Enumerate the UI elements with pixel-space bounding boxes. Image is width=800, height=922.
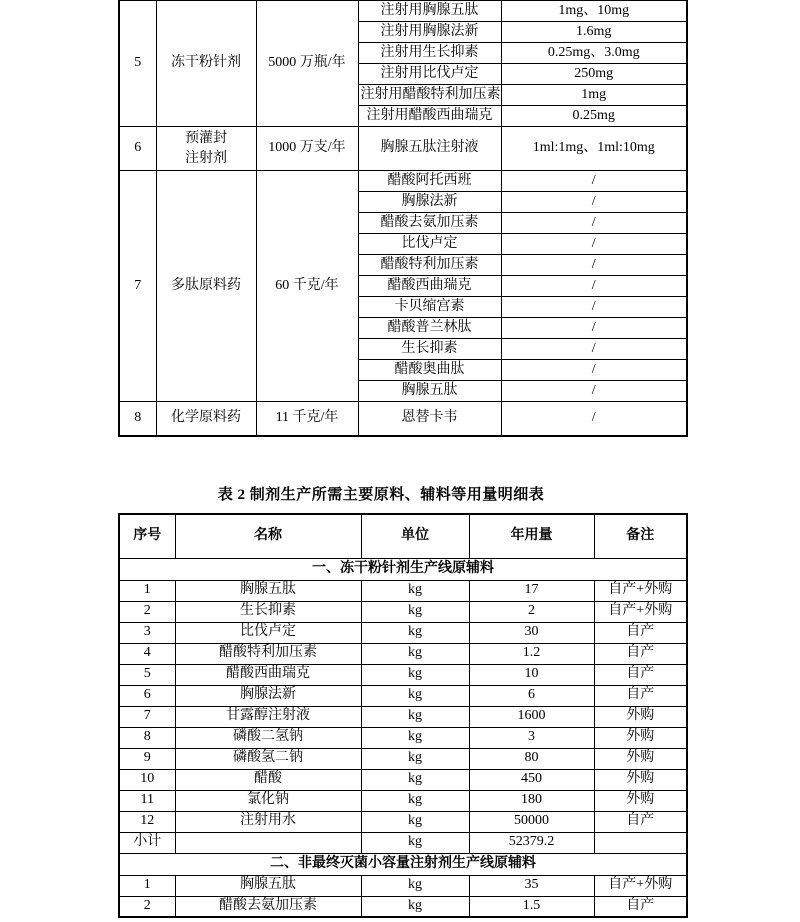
dosage-form-line: 注射剂: [185, 150, 227, 166]
row-remark: 外购: [594, 748, 687, 769]
row-name: 磷酸氢二钠: [175, 748, 361, 769]
row-annual: 1.2: [469, 643, 594, 664]
table-row: [119, 1, 687, 22]
row-annual: 3: [469, 727, 594, 748]
row-seq: 3: [119, 622, 175, 643]
table-row: [119, 727, 687, 748]
production-scale-table: [118, 0, 688, 437]
row-annual: 30: [469, 622, 594, 643]
section-header-row: [119, 558, 687, 580]
product-cell: 卡贝缩宫素: [358, 297, 501, 318]
row-seq: 4: [119, 643, 175, 664]
row-name: 注射用水: [175, 811, 361, 832]
subtotal-row: [119, 832, 687, 853]
spec-cell: /: [501, 339, 687, 360]
column-header-name: 名称: [175, 514, 361, 558]
spec-cell: /: [501, 360, 687, 381]
table-row: [119, 643, 687, 664]
row-name: 磷酸二氢钠: [175, 727, 361, 748]
product-cell: 注射用醋酸西曲瑞克: [358, 106, 501, 127]
product-cell: 恩替卡韦: [358, 402, 501, 436]
row-unit: kg: [361, 622, 469, 643]
product-cell: 注射用胸腺法新: [358, 22, 501, 43]
row-seq: 小计: [119, 832, 175, 853]
seq-cell: 6: [119, 127, 156, 171]
table-row: [119, 811, 687, 832]
table-row: [119, 748, 687, 769]
spec-cell: 1mg: [501, 85, 687, 106]
table-row: [119, 790, 687, 811]
row-name: [175, 832, 361, 853]
product-cell: 醋酸阿托西班: [358, 171, 501, 192]
dosage-form-cell: 冻干粉针剂: [156, 1, 256, 127]
table-row: [119, 171, 687, 192]
row-remark: 自产+外购: [594, 580, 687, 601]
row-unit: kg: [361, 664, 469, 685]
row-annual: 1600: [469, 706, 594, 727]
table-row: [119, 664, 687, 685]
seq-cell: 5: [119, 1, 156, 127]
row-name: 胸腺五肽: [175, 580, 361, 601]
spec-cell: /: [501, 402, 687, 436]
row-remark: 自产+外购: [594, 601, 687, 622]
product-cell: 醋酸特利加压素: [358, 255, 501, 276]
row-remark: 自产: [594, 664, 687, 685]
table-header-row: [119, 514, 687, 558]
row-remark: 外购: [594, 769, 687, 790]
row-name: 甘露醇注射液: [175, 706, 361, 727]
product-cell: 胸腺法新: [358, 192, 501, 213]
row-remark: 自产: [594, 622, 687, 643]
product-cell: 比伐卢定: [358, 234, 501, 255]
row-name: 醋酸西曲瑞克: [175, 664, 361, 685]
table-row: [119, 402, 687, 436]
row-seq: 5: [119, 664, 175, 685]
row-unit: kg: [361, 706, 469, 727]
row-name: 胸腺五肽: [175, 875, 361, 896]
row-annual: 17: [469, 580, 594, 601]
dosage-form-cell: [156, 127, 256, 171]
dosage-form-line: 预灌封: [185, 130, 227, 146]
product-cell: 胸腺五肽: [358, 381, 501, 402]
row-remark: 自产+外购: [594, 875, 687, 896]
column-header-remark: 备注: [594, 514, 687, 558]
seq-cell: 7: [119, 171, 156, 402]
table-row: [119, 580, 687, 601]
capacity-cell: 5000 万瓶/年: [256, 1, 358, 127]
section-header-row: [119, 853, 687, 875]
row-remark: 自产: [594, 643, 687, 664]
row-remark: [594, 832, 687, 853]
row-annual: 1.5: [469, 896, 594, 917]
product-cell: 注射用生长抑素: [358, 43, 501, 64]
table2-title: 表 2 制剂生产所需主要原料、辅料等用量明细表: [217, 487, 545, 503]
row-name: 醋酸去氨加压素: [175, 896, 361, 917]
table-row: [119, 769, 687, 790]
spec-cell: 0.25mg、3.0mg: [501, 43, 687, 64]
capacity-cell: 1000 万支/年: [256, 127, 358, 171]
table-row: [119, 622, 687, 643]
row-seq: 2: [119, 601, 175, 622]
column-header-annual: 年用量: [469, 514, 594, 558]
capacity-cell: 11 千克/年: [256, 402, 358, 436]
section-header: 二、非最终灭菌小容量注射剂生产线原辅料: [119, 853, 687, 875]
row-unit: kg: [361, 790, 469, 811]
row-unit: kg: [361, 769, 469, 790]
product-cell: 醋酸去氨加压素: [358, 213, 501, 234]
row-name: 生长抑素: [175, 601, 361, 622]
table-row: [119, 875, 687, 896]
row-remark: 外购: [594, 727, 687, 748]
product-cell: 生长抑素: [358, 339, 501, 360]
spec-cell: /: [501, 318, 687, 339]
row-seq: 2: [119, 896, 175, 917]
row-annual: 50000: [469, 811, 594, 832]
spec-cell: 250mg: [501, 64, 687, 85]
row-seq: 1: [119, 875, 175, 896]
spec-cell: /: [501, 276, 687, 297]
table-row: [119, 601, 687, 622]
row-seq: 12: [119, 811, 175, 832]
product-cell: 醋酸西曲瑞克: [358, 276, 501, 297]
row-unit: kg: [361, 643, 469, 664]
row-remark: 自产: [594, 685, 687, 706]
section-header: 一、冻干粉针剂生产线原辅料: [119, 558, 687, 580]
spec-cell: /: [501, 381, 687, 402]
row-name: 醋酸: [175, 769, 361, 790]
row-unit: kg: [361, 811, 469, 832]
product-cell: 醋酸奥曲肽: [358, 360, 501, 381]
row-seq: 10: [119, 769, 175, 790]
table-row: [119, 127, 687, 171]
row-unit: kg: [361, 875, 469, 896]
row-remark: 外购: [594, 790, 687, 811]
row-annual: 10: [469, 664, 594, 685]
table-row: [119, 896, 687, 917]
spec-cell: 1.6mg: [501, 22, 687, 43]
column-header-unit: 单位: [361, 514, 469, 558]
row-annual: 6: [469, 685, 594, 706]
row-name: 醋酸特利加压素: [175, 643, 361, 664]
spec-cell: /: [501, 255, 687, 276]
row-seq: 6: [119, 685, 175, 706]
row-seq: 11: [119, 790, 175, 811]
row-name: 氯化钠: [175, 790, 361, 811]
row-seq: 7: [119, 706, 175, 727]
row-name: 胸腺法新: [175, 685, 361, 706]
row-annual: 52379.2: [469, 832, 594, 853]
spec-cell: 0.25mg: [501, 106, 687, 127]
table-row: [119, 706, 687, 727]
row-annual: 180: [469, 790, 594, 811]
row-remark: 自产: [594, 811, 687, 832]
row-unit: kg: [361, 748, 469, 769]
product-cell: 胸腺五肽注射液: [358, 127, 501, 171]
spec-cell: /: [501, 234, 687, 255]
capacity-cell: 60 千克/年: [256, 171, 358, 402]
row-annual: 80: [469, 748, 594, 769]
product-cell: 注射用醋酸特利加压素: [358, 85, 501, 106]
row-unit: kg: [361, 601, 469, 622]
column-header-seq: 序号: [119, 514, 175, 558]
spec-cell: 1ml:1mg、1ml:10mg: [501, 127, 687, 171]
row-unit: kg: [361, 896, 469, 917]
row-seq: 8: [119, 727, 175, 748]
row-remark: 外购: [594, 706, 687, 727]
spec-cell: /: [501, 297, 687, 318]
table-row: [119, 685, 687, 706]
product-cell: 注射用胸腺五肽: [358, 1, 501, 22]
row-seq: 1: [119, 580, 175, 601]
row-annual: 35: [469, 875, 594, 896]
row-unit: kg: [361, 580, 469, 601]
dosage-form-cell: 化学原料药: [156, 402, 256, 436]
seq-cell: 8: [119, 402, 156, 436]
materials-usage-table: [118, 513, 688, 918]
dosage-form-cell: 多肽原料药: [156, 171, 256, 402]
row-unit: kg: [361, 832, 469, 853]
product-cell: 醋酸普兰林肽: [358, 318, 501, 339]
row-unit: kg: [361, 727, 469, 748]
spec-cell: /: [501, 171, 687, 192]
row-seq: 9: [119, 748, 175, 769]
row-name: 比伐卢定: [175, 622, 361, 643]
row-annual: 450: [469, 769, 594, 790]
spec-cell: /: [501, 192, 687, 213]
spec-cell: 1mg、10mg: [501, 1, 687, 22]
row-unit: kg: [361, 685, 469, 706]
spec-cell: /: [501, 213, 687, 234]
product-cell: 注射用比伐卢定: [358, 64, 501, 85]
row-annual: 2: [469, 601, 594, 622]
row-remark: 自产: [594, 896, 687, 917]
